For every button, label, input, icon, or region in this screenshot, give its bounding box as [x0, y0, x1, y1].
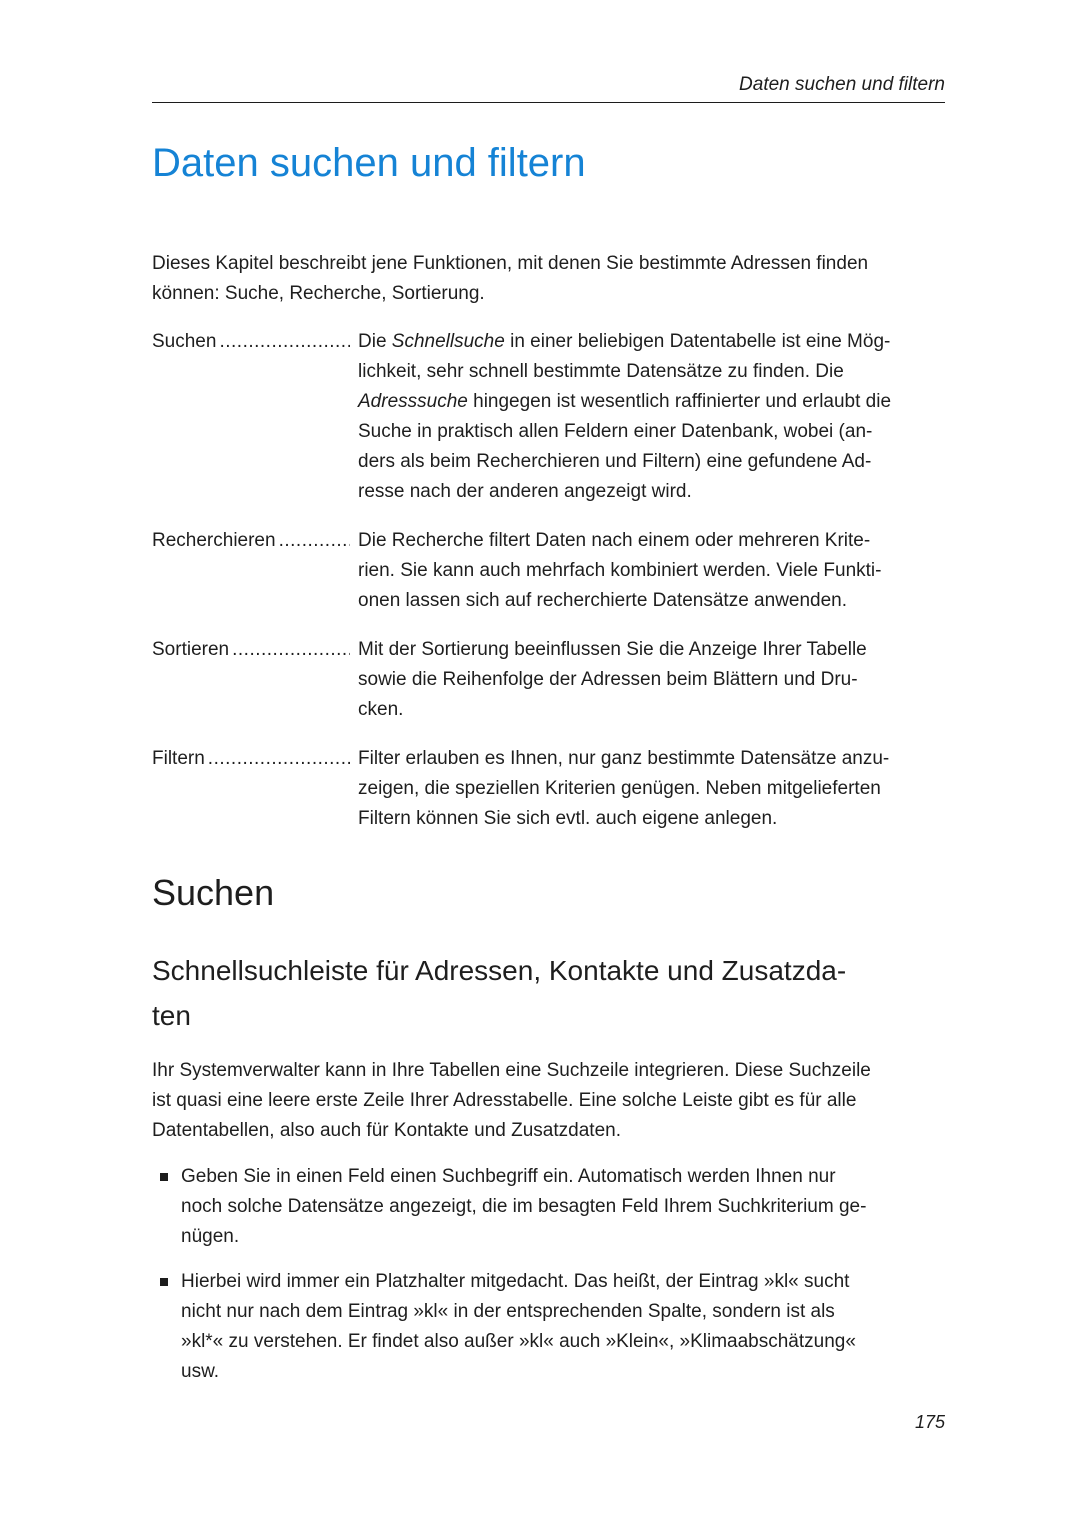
running-header [152, 74, 945, 103]
dotted-leader [232, 635, 350, 665]
definition-description: Filter erlauben es Ihnen, nur ganz bestimmte Datensätze anzu- zeigen, die speziellen Kriterien genügen. Neben mitgelieferten Filtern können Sie sich evtl. auch eigene anlegen. [358, 748, 890, 829]
definition-term-label: Recherchieren [152, 530, 276, 551]
definition-list [152, 327, 945, 834]
page-number: 175 [914, 1412, 945, 1432]
definition-term [152, 635, 358, 725]
bullet-square-icon [160, 1278, 168, 1286]
intro-paragraph: Dieses Kapitel beschreibt jene Funktionen, mit denen Sie bestimmte Adressen finden können: Suche, Recherche, Sortierung. [152, 253, 869, 304]
bullet-text: Hierbei wird immer ein Platzhalter mitgedacht. Das heißt, der Eintrag »kl« sucht nicht nur nach dem Eintrag »kl« in der entsprechenden Spalte, sondern ist als »kl*« zu verstehen. Er findet also außer »kl« auch »Klein«, »Klimaabschätzung« usw. [181, 1271, 856, 1382]
definition-term-label: Suchen [152, 331, 217, 352]
running-header-title: Daten suchen und filtern [739, 74, 945, 95]
dotted-leader [279, 526, 350, 556]
definition-description: Mit der Sortierung beeinflussen Sie die Anzeige Ihrer Tabelle sowie die Reihenfolge der Adressen beim Blättern und Dru- cken. [358, 639, 867, 720]
bullet-text: Geben Sie in einen Feld einen Suchbegriff ein. Automatisch werden Ihnen nur noch solche Datensätze angezeigt, die im besagten Feld Ihrem Suchkriterium ge- nügen. [181, 1166, 867, 1247]
dotted-leader [219, 327, 350, 357]
dotted-leader [208, 744, 350, 774]
definition-term [152, 327, 358, 507]
definition-term [152, 744, 358, 834]
section-heading-suchen: Suchen [152, 872, 275, 913]
definition-term-label: Sortieren [152, 639, 230, 660]
definition-term [152, 526, 358, 616]
bullet-item [152, 1162, 945, 1252]
definition-row-filtern [152, 744, 945, 834]
bullet-list [152, 1162, 945, 1387]
bullet-square-icon [160, 1173, 168, 1181]
definition-row-recherchieren [152, 526, 945, 616]
definition-description: Die Schnellsuche in einer beliebigen Datentabelle ist eine Mög- lichkeit, sehr schnell bestimmte Datensätze zu finden. Die Adresssuche hingegen ist wesentlich raffinierter und erlaubt die Suche in praktisch allen Feldern einer Datenbank, wobei (an- ders als beim Recherchieren und Filtern) eine gefundene Ad- resse nach der anderen angezeigt wird. [358, 331, 892, 502]
chapter-title: Daten suchen und filtern [152, 141, 586, 185]
definition-row-sortieren [152, 635, 945, 725]
definition-row-suchen [152, 327, 945, 507]
subsection-paragraph: Ihr Systemverwalter kann in Ihre Tabellen eine Suchzeile integrieren. Diese Suchzeile ist quasi eine leere erste Zeile Ihrer Adresstabelle. Eine solche Leiste gibt es für alle Datentabellen, also auch für Kontakte und Zusatzdaten. [152, 1060, 871, 1141]
page-content [152, 0, 945, 1387]
definition-term-label: Filtern [152, 748, 205, 769]
bullet-item [152, 1267, 945, 1387]
definition-description: Die Recherche filtert Daten nach einem oder mehreren Krite- rien. Sie kann auch mehrfach kombiniert werden. Viele Funkti- onen lassen sich auf recherchierte Datensätze anwenden. [358, 530, 882, 611]
subsection-heading: Schnellsuchleiste für Adressen, Kontakte und Zusatzda- ten [152, 955, 847, 1031]
